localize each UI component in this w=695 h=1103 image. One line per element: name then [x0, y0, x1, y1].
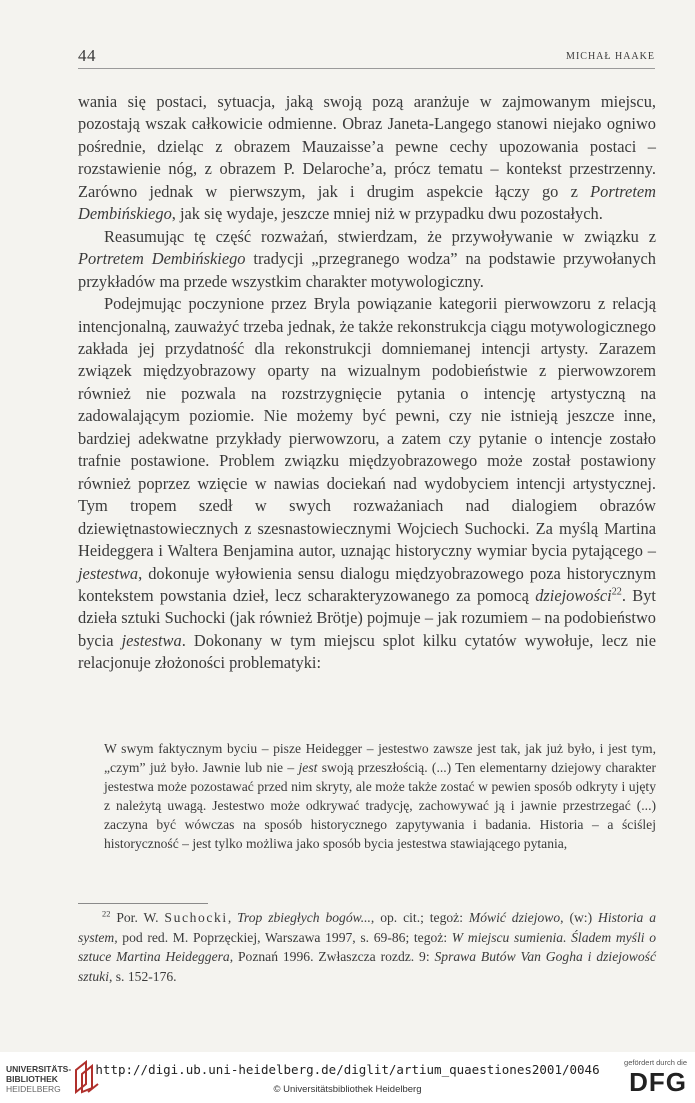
block-quote: W swym faktycznym byciu – pisze Heidegger – jestestwo zawsze jest tak, jak już było, i jest tym, „czym” już było. Jawnie lub nie – jest swoją przeszłością. (...) Ten elementarny dziejowy charakter jestestwa może pozostawać przed nim skryty, ale może także zostać w pewien sposób odkryty i ujęty z należytą uwagą. Jestestwo może odkrywać tradycję, zachowywać ją i jawnie przestrzegać (...) zaczyna być wówczas na sposób historycznego zapytywania i badania. Historia – a ściślej historyczność – jest tylko możliwa jako sposób bycia jestestwa stawiającego pytania,: [104, 741, 656, 851]
running-head: MICHAŁ HAAKE: [566, 51, 655, 62]
page-header: [78, 46, 655, 69]
footnote-rule: [78, 903, 208, 904]
footnote: $^{22}$ Por. W. Suchocki, Trop zbiegłych bogów..., op. cit.; tegoż: Mówić dziejowo, (w:) Historia a system, pod red. M. Poprzęckiej, Warszawa 1997, s. 69-86; tegoż: W miejscu sumienia. Śladem myśli o sztuce Martina Heideggera, Poznań 1996. Zwłaszcza rozdz. 9: Sprawa Butów Van Gogha i dziejowość sztuki, s. 152-176.: [78, 908, 657, 984]
dfg-logo[interactable]: DFG: [629, 1067, 687, 1097]
paragraph-3: Podejmując poczynione przez Bryla powiązanie kategorii pierwowzoru z relacją intencjonalną, zauważyć trzeba jednak, że także rekonstrukcja ciągu motywologicznego zakłada jej przydatność dla rekonstrukcji domniemanej intencji artysty. Zarazem związek międzyobrazowy oparty na wizualnym podobieństwie z pierwowzorem również nie pozwala na rozstrzygnięcie pytania o intencję artystyczną na zadowalającym poziomie. Nie możemy być pewni, czy nie istnieją jeszcze inne, bardziej adekwatne przykłady pierwowzoru, a zatem czy pytanie o intencje zostało trafnie postawione. Problem związku międzyobrazowego może został postawiony również poprzez wzięcie w nawias dociekań nad wydobyciem intencji artystycznej. Tym tropem szedł w swych rozważaniach nad dialogiem obrazów dziewiętnastowiecznych z szesnastowiecznymi Wojciech Suchocki. Za myślą Martina Heideggera i Waltera Benjamina autor, uznając historyczny wymiar bycia pytającego – jestestwa, dokonuje wyłowienia sensu dialogu międzyobrazowego poza historycznym kontekstem powstania dzieł, lecz scharakteryzowanego za pomocą dziejowości$^{22}$. Byt dzieła sztuki Suchocki (jak również Brötje) pojmuje – jak rozumiem – na podobieństwo bycia jestestwa. Dokonany w tym miejscu splot kilku cytatów wywołuje, lecz nie relacjonuje złożoności problematyki:: [78, 294, 656, 673]
paragraph-1: wania się postaci, sytuacja, jaką swoją pozą aranżuje w zajmowanym miejscu, pozostają wszak całkowicie odmienne. Obraz Janeta-Langego stanowi niejako ogniwo pośrednie, dzieląc z obrazem Mauzaisse’a pewne cechy upozowania postaci – rozstawienie nóg, z obrazem P. Delaroche’a, prócz tematu – kontekst przestrzenny. Zarówno jednak w pierwszym, jak i drugim aspekcie łączy go z Portretem Dembińskiego, jak się wydaje, jeszcze mniej niż w przypadku dwu pozostałych.: [78, 92, 656, 224]
paragraph-2: Reasumując tę część rozważań, stwierdzam, że przywoływanie w związku z Portretem Dembińskiego tradycji „przegranego wodza” na podstawie przywołanych przykładów ma przede wszystkim charakter motywologiczny.: [78, 226, 656, 291]
page-number: 44: [78, 46, 96, 65]
copyright-notice: © Universitätsbibliothek Heidelberg: [273, 1084, 422, 1095]
footer-band: [0, 1052, 695, 1103]
funding-caption: gefördert durch die: [624, 1058, 687, 1067]
footnote-ref[interactable]: 22: [611, 586, 622, 598]
body-text: [78, 91, 656, 675]
footnote-number: 22: [102, 908, 111, 919]
library-logo[interactable]: UNIVERSITÄTS- BIBLIOTHEK HEIDELBERG: [6, 1060, 106, 1096]
permalink-url[interactable]: http://digi.ub.uni-heidelberg.de/diglit/artium_quaestiones2001/0046: [95, 1062, 600, 1077]
